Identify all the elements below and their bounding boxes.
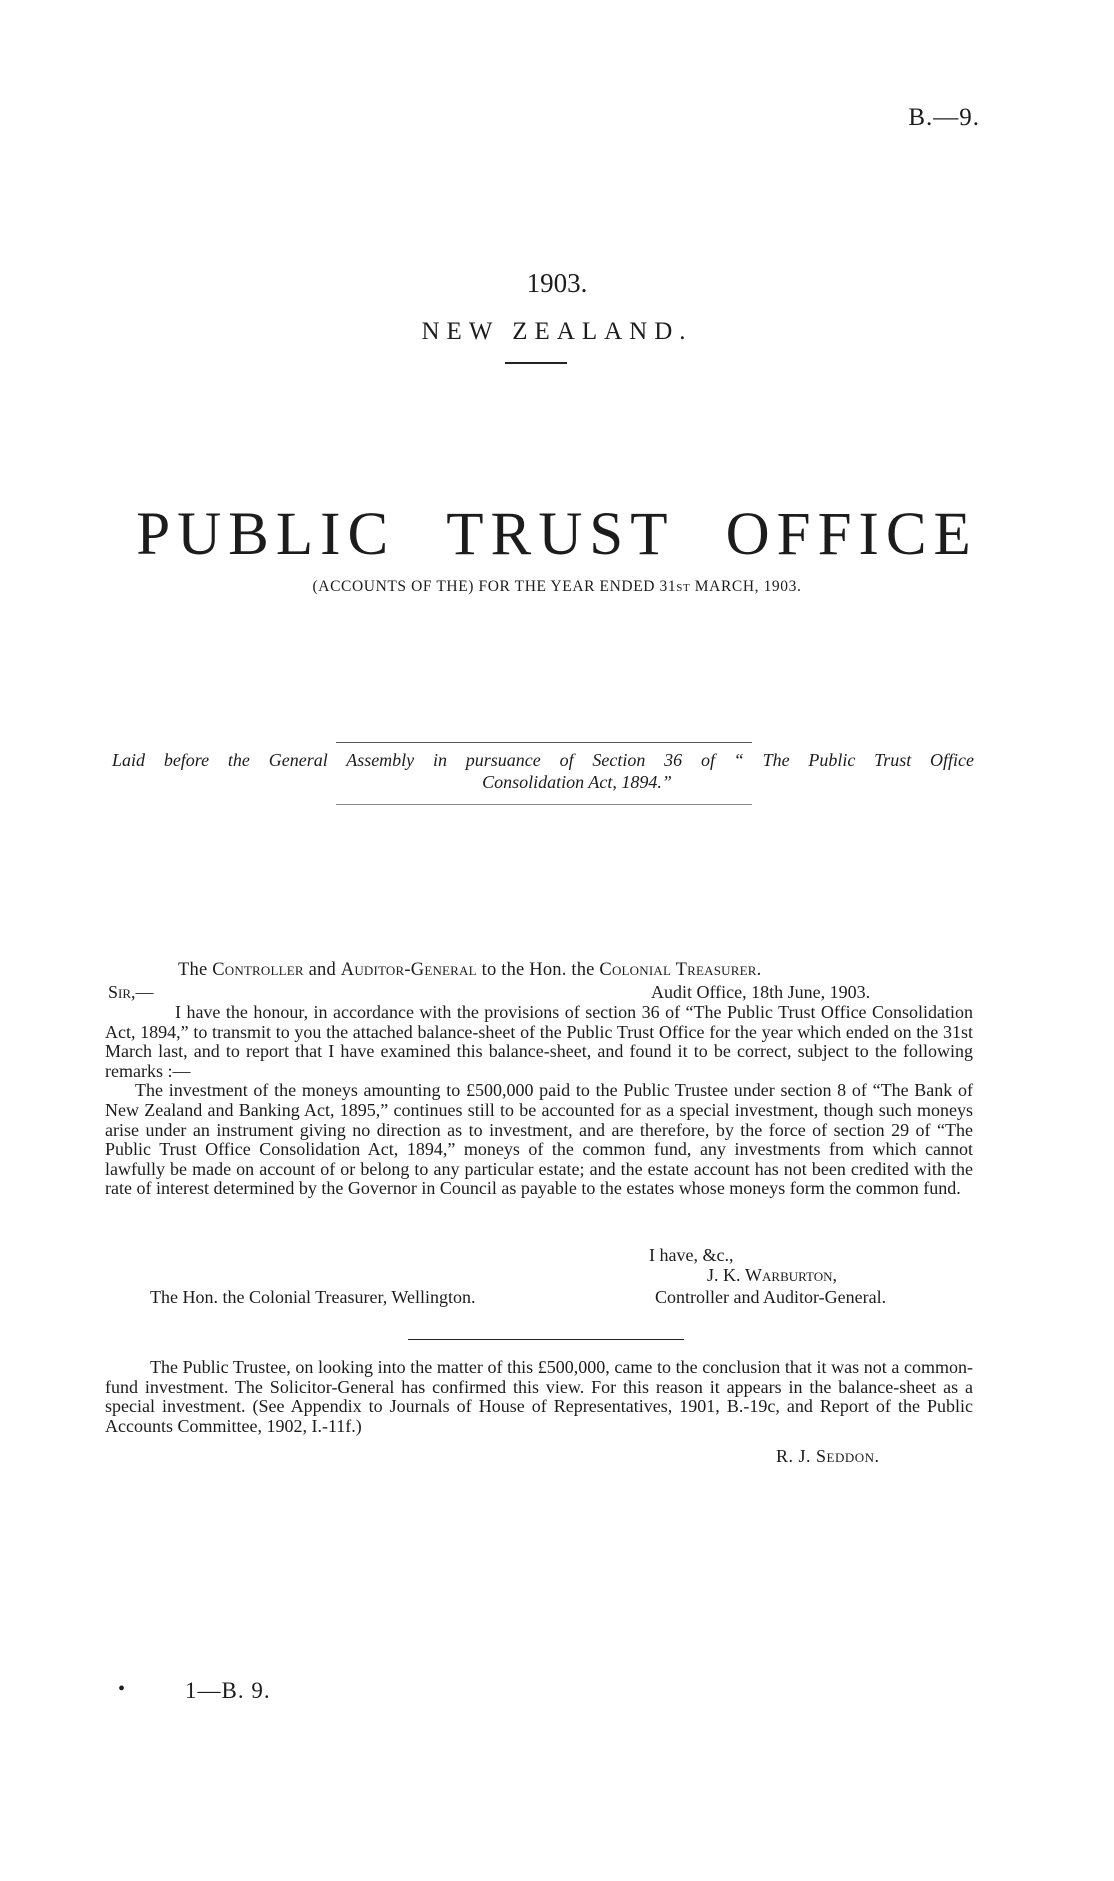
note-paragraph: The Public Trustee, on looking into the matter of this £500,000, came to the conclusion that it was not a common-fund investment. The Solicitor-General has confirmed this view. For this reason it appears in the balance-sheet as a special investment. (See Appendix to Journals of House of Representatives, 1901, B.-19c, and Report of the Public Accounts Committee, 1902, I.-11f.) [105,1357,973,1436]
heading-word: and [303,960,341,980]
document-year: 1903. [526,268,588,298]
heading-controller: Controller [212,960,304,980]
signatory-initials: J. K. [707,1265,746,1285]
note-signatory-initials: R. J. [776,1446,817,1466]
document-subtitle [0,578,1114,596]
laid-before-line-1: Laid before the General Assembly in pursuance of Section 36 of “ The Public Trust Office [112,750,974,770]
heading-colonial: Colonial Treasurer. [599,960,762,980]
note-body [105,1358,973,1436]
country-heading: NEW ZEALAND. [421,318,693,345]
subtitle-ordinal: ST [676,582,691,594]
heading-word: The [178,960,213,980]
footer-bullet: • [118,1678,126,1700]
note-signatory [776,1446,880,1467]
signatory-title: Controller and Auditor-General. [655,1287,887,1307]
letter-paragraph-1: I have the honour, in accordance with the provisions of section 36 of “The Public Trust Office Consolidation Act, 1894,” to transmit to you the attached balance-sheet of the Public Trust Office for the year which ended on the 31st March last, and to report that I have examined this balance-sheet, and found it to be correct, subject to the following remarks :— [105,1002,973,1081]
note-signatory-surname: Seddon. [816,1446,880,1466]
salutation: Sir,— [108,982,154,1002]
subtitle-date: MARCH, 1903. [690,578,802,595]
section-divider [408,1339,684,1340]
heading-word: to the Hon. the [476,960,600,980]
heading-auditor: Auditor-General [340,960,477,980]
letter-heading [178,960,761,981]
letter-body [105,1003,973,1199]
laid-bottom-rule [336,804,752,805]
letter-paragraph-2: The investment of the moneys amounting to £500,000 paid to the Public Trustee under section 8 of “The Bank of New Zealand and Banking Act, 1895,” continues still to be accounted for as a special investment, though such moneys arise under an instrument giving no direction as to investment, and are therefore, by the force of section 29 of “The Public Trust Office Consolidation Act, 1894,” moneys of the common fund, any investments from which cannot lawfully be made on account of or belong to any particular estate; and the estate account has not been credited with the rate of interest determined by the Governor in Council as payable to the estates whose moneys form the common fund. [105,1080,973,1199]
letter-date: Audit Office, 18th June, 1903. [651,982,871,1002]
laid-top-rule [336,742,752,743]
laid-before-line-2: Consolidation Act, 1894.” [482,772,672,792]
subtitle-text: (ACCOUNTS OF THE) FOR THE YEAR ENDED 31 [312,578,677,595]
letter-signatory [707,1265,837,1286]
footer-page-reference: 1—B. 9. [185,1678,271,1703]
document-reference: B.—9. [908,104,980,131]
letter-addressee: The Hon. the Colonial Treasurer, Wellington. [150,1287,476,1307]
letter-closing: I have, &c., [649,1245,734,1265]
signatory-surname: Warburton, [745,1265,837,1285]
masthead-divider [505,362,567,364]
document-title: PUBLIC TRUST OFFICE [136,501,978,568]
